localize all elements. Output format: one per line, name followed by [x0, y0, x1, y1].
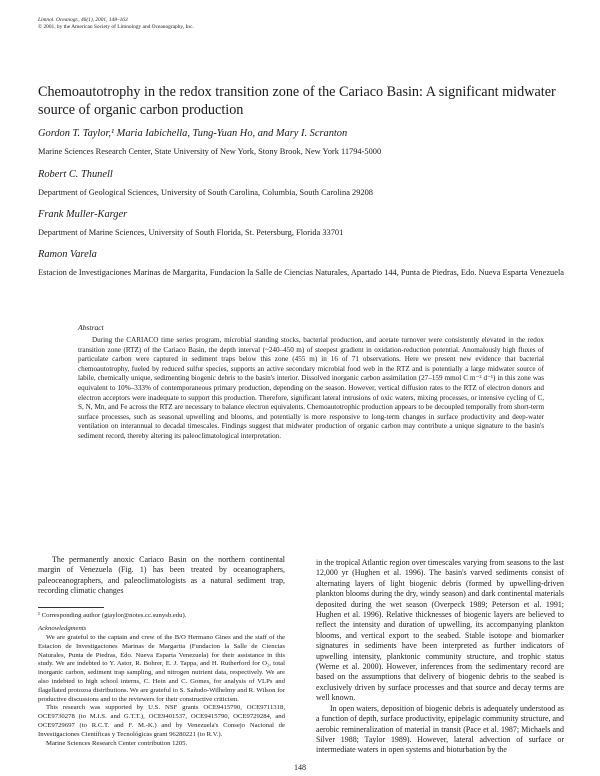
abstract-section: [78, 323, 544, 442]
author-names: Ramon Varela: [38, 249, 97, 260]
intro-paragraph: The permanently anoxic Cariaco Basin on the northern continental margin of Venezuela (Fig. 1) has been treated by oceanographers, paleoceanographers, and paleoclimatologists as a natural sediment trap, recording climatic changes: [38, 555, 285, 596]
author-affiliation: Marine Sciences Research Center, State University of New York, Stony Brook, New York 11794-5000: [38, 147, 382, 156]
author-names: Frank Muller-Karger: [38, 209, 128, 220]
funding-paragraph: This research was supported by U.S. NSF grants OCE9415790, OCE9711318, OCE9730278 (to M.I.S. and G.T.T.), OCE9401537, OCE9415790, OCE9729284, and OCE9729697 (to R.C.T. and F. M.-K.) and by Venezuela's Consejo Nacional de Investigaciones Científicas y Tecnológicas grant 96280221 (to R.V.).: [38, 704, 285, 738]
author-names: Gordon T. Taylor,¹ Maria Iabichella, Tung-Yuan Ho, and Mary I. Scranton: [38, 128, 348, 139]
body-paragraph: In open waters, deposition of biogenic debris is adequately understood as a function of depth, surface productivity, epipelagic community structure, and aerobic remineralization of material in transit (Pace et al. 1987; Michaels and Silver 1988; Taylor 1989). However, lateral advection of surface or intermediate waters in open systems and bioturbation by the: [316, 703, 564, 755]
author-group-3: [38, 208, 568, 238]
journal-citation: [38, 17, 194, 31]
author-affiliation: Department of Marine Sciences, University of South Florida, St. Petersburg, Florida 33701: [38, 228, 344, 237]
author-group-2: [38, 168, 568, 198]
footnote-rule: [38, 607, 104, 608]
body-column-right: [316, 558, 564, 756]
author-affiliation: Department of Geological Sciences, University of South Carolina, Columbia, South Carolina 29208: [38, 188, 373, 197]
author-names: Robert C. Thunell: [38, 169, 113, 180]
body-paragraph: in the tropical Atlantic region over timescales varying from seasons to the last 12,000 yr (Hughen et al. 1996). The basin's varved sediments consist of alternating layers of light biogenic debris (formed by upwelling-driven plankton blooms during the dry, windy season) and dark continental materials deposited during the wet season (Overpeck 1989; Peterson et al. 1991; Hughen et al. 1996). Relative thicknesses of biogenic layers are believed to reflect the intensity and duration of upwelling, its accompanying plankton blooms, and vertical export to the seabed. Stable isotope and biomarker signatures in sediments have been interpreted as further indicators of upwelling intensity, planktonic community structure, and trophic status (Werne et al. 2000). However, inferences from the sedimentary record are based on the assumptions that delivery of biogenic debris to the seabed is exclusively driven by surface processes and that source and decay terms are well known.: [316, 558, 564, 703]
corresponding-author-footnote: ¹ Corresponding author (gtaylor@notes.cc.sunysb.edu).: [38, 611, 187, 619]
copyright-notice: © 2001, by the American Society of Limnology and Oceanography, Inc.: [38, 24, 194, 30]
author-group-1: [38, 127, 568, 157]
author-group-4: [38, 248, 568, 278]
author-affiliation: Estacion de Investigaciones Marinas de Margarita, Fundacion la Salle de Ciencias Naturales, Apartado 144, Punta de Piedras, Edo. Nueva Esparta Venezuela: [38, 268, 564, 277]
journal-info: Limnol. Oceanogr., 46(1), 2001, 148–163: [38, 17, 128, 23]
body-column-left: [38, 555, 285, 748]
page-number: 148: [294, 763, 306, 772]
article-title: Chemoautotrophy in the redox transition zone of the Cariaco Basin: A significant midwater source of organic carbon production: [38, 84, 556, 118]
acknowledgments-heading: Acknowledgments: [38, 625, 87, 633]
abstract-text: During the CARIACO time series program, microbial standing stocks, bacterial production, and acetate turnover were consistently elevated in the redox transition zone (RTZ) of the Cariaco Basin, the depth interval (~240–450 m) of steepest gradient in oxidation-reduction potential. Anomalously high fluxes of particulate carbon were captured in sediment traps below this zone (455 m) in 16 of 71 observations. Here we present new evidence that bacterial chemoautotrophy, fueled by reduced sulfur species, supports an active secondary microbial food web in the RTZ and is potentially a large midwater source of labile, chemically unique, sedimenting biogenic debris to the basin's interior. Dissolved inorganic carbon assimilation (27–159 mmol C m⁻² d⁻¹) in this zone was equivalent to 10%–333% of contemporaneous primary production, depending on the season. However, vertical diffusion rates to the RTZ of electron donors and electron acceptors were inadequate to support this production. Therefore, significant lateral intrusions of oxic waters, mixing processes, or intensive cycling of C, S, N, Mn, and Fe across the RTZ are necessary to balance electron equivalents. Chemoautotrophic production appears to be decoupled temporally from short-term surface processes, such as seasonal upwelling and blooms, and potentially is more responsive to long-term changes in surface productivity and deep-water ventilation on interannual to decadal timescales. Findings suggest that midwater production of organic carbon may contribute a unique signature to the basin's sediment record, thereby altering its paleoclimatological interpretation.: [78, 336, 544, 440]
acknowledgments-paragraph: We are grateful to the captain and crew of the B/O Hermano Gines and the staff of the Estacion de Investigaciones Marinas de Margarita (Fundacion la Salle de Ciencias Naturales, Punta de Piedras, Edo. Nueva Esparta Venezuela) for their assistance in this study. We are indebted to Y. Astor, R. Bohrer, E. J. Tappa, and H. Rutherford for O₂, total inorganic carbon, sediment trap sampling, and nitrogen nutrient data, respectively. We are also indebted to high school interns, C. Hein and C. Gomes, for analysis of VLPs and flagellated protozoa distributions. We are grateful to S. Sañudo-Wilhelmy and R. Wilson for productive discussions and to the reviewers for their constructive criticism.: [38, 634, 285, 703]
abstract-heading: Abstract: [78, 323, 104, 332]
contribution-note: Marine Sciences Research Center contribution 1205.: [46, 739, 188, 747]
